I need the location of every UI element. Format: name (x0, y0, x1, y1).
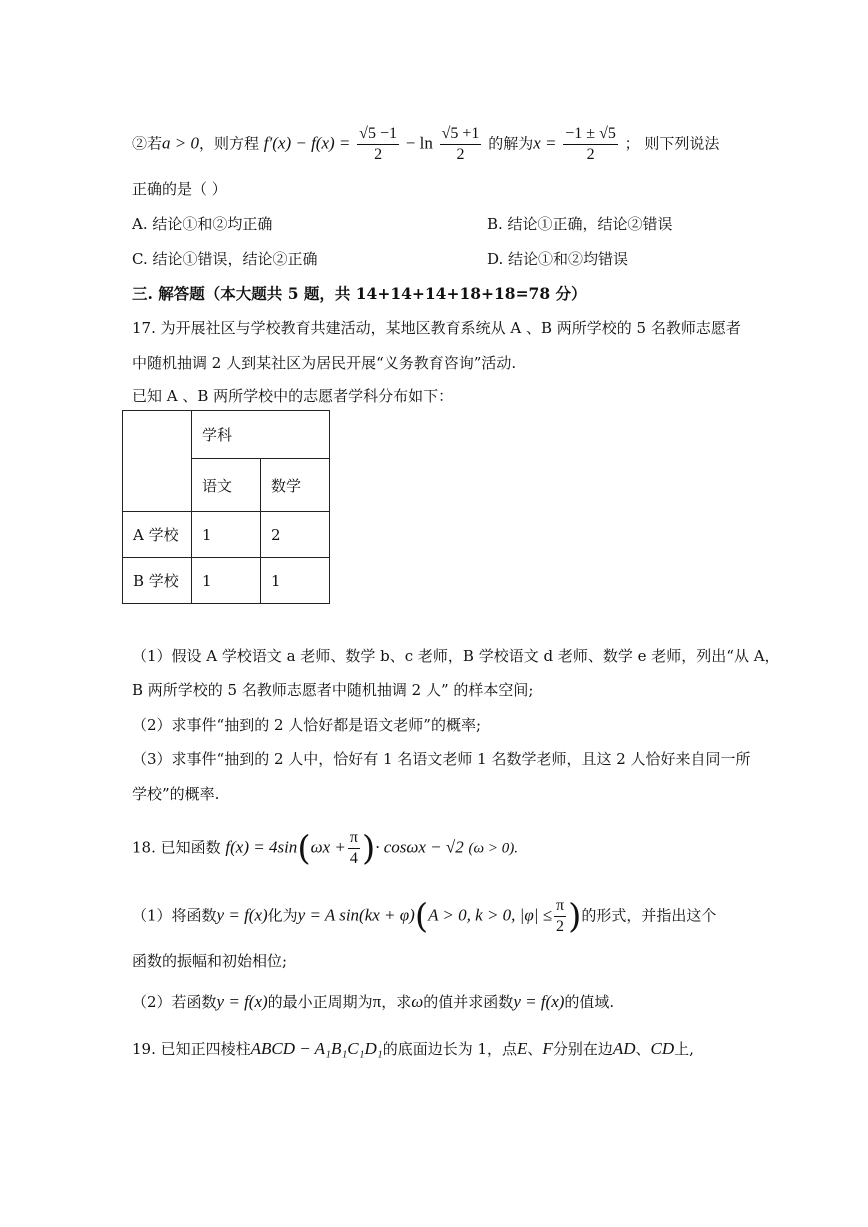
fraction-pi-2 (554, 896, 566, 937)
cell: 1 (192, 558, 261, 604)
math-arg: ωx + (310, 837, 346, 857)
fraction-2 (440, 124, 482, 165)
text: 18. 已知函数 (132, 838, 221, 857)
text: 化为 (267, 906, 298, 925)
option-c: C. 结论①错误，结论②正确 (132, 250, 318, 268)
text: （1）将函数 (132, 906, 217, 925)
math-ad: AD (612, 1039, 636, 1058)
text: ，则方程 (199, 134, 260, 153)
table-col-math: 数学 (261, 459, 330, 512)
q16-statement2 (132, 124, 719, 165)
math-cond: A > 0, k > 0, |φ| ≤ (428, 905, 553, 925)
math-y: y = f(x) (216, 905, 268, 925)
q17-line2: 中随机抽调 2 人到某社区为居民开展“义务教育咨询”活动. (132, 354, 517, 372)
num: π (348, 828, 360, 849)
subject-table (122, 410, 330, 604)
math-cond: (ω > 0). (468, 840, 518, 857)
text: 上, (674, 1040, 694, 1058)
paren-close: ) (361, 828, 376, 869)
text: 的值域. (564, 993, 615, 1011)
text: 的形式，并指出这个 (581, 906, 717, 925)
q17-part1-line1: （1）假设 A 学校语文 a 老师、数学 b、c 老师，B 学校语文 d 老师、数学 e 老师，列出“从 A， (132, 647, 780, 665)
table-row (123, 512, 330, 558)
table-header-group: 学科 (192, 411, 330, 459)
den: 2 (556, 918, 565, 935)
q16-prompt: 正确的是（ ） (132, 180, 227, 198)
den: 2 (374, 146, 383, 163)
text: ； 则下列说法 (624, 134, 720, 153)
q18-part1-line2: 函数的振幅和初始相位; (132, 952, 288, 970)
cell: 1 (261, 558, 330, 604)
text: ②若 (132, 134, 163, 153)
q17-line1: 17. 为开展社区与学校教育共建活动，某地区教育系统从 A 、B 两所学校的 5 名教师志愿者 (132, 319, 741, 337)
q18-intro (132, 828, 518, 869)
q18-part1-line1 (132, 896, 716, 937)
table-row (123, 558, 330, 604)
math-ln: − ln (405, 133, 433, 153)
q17-part1-line2: B 两所学校的 5 名教师志愿者中随机抽调 2 人” 的样本空间; (132, 681, 534, 699)
math-x: x = (533, 133, 557, 153)
math-rest: · cosωx − √2 (375, 837, 464, 857)
text: 的最小正周期为 (267, 993, 373, 1011)
row-label: A 学校 (123, 512, 192, 558)
text: 、 (527, 1040, 543, 1058)
math-e: E (517, 1039, 528, 1058)
math-f: F (542, 1039, 553, 1058)
num: √5 −1 (357, 124, 399, 145)
q18-part2 (132, 991, 614, 1013)
math-cd: CD (650, 1039, 675, 1058)
row-label: B 学校 (123, 558, 192, 604)
q17-part3-line1: （3）求事件“抽到的 2 人中，恰好有 1 名语文老师 1 名数学老师，且这 2 人恰好来自同一所 (132, 750, 751, 768)
math-pi: π (372, 992, 382, 1011)
text: 的解为 (488, 134, 534, 153)
q17-part3-line2: 学校”的概率. (132, 785, 220, 803)
table-corner (123, 411, 192, 512)
math-eq-lhs: f′(x) − f(x) = (263, 133, 351, 153)
text: ，求 (381, 993, 412, 1011)
den: 4 (349, 850, 358, 867)
text: 分别在边 (552, 1040, 613, 1058)
math-form: y = A sin(kx + φ) (297, 905, 415, 925)
paren-open: ( (414, 896, 429, 937)
q17-part2: （2）求事件“抽到的 2 人恰好都是语文老师”的概率; (132, 716, 482, 734)
math-omega: ω (411, 992, 424, 1011)
math-solid: ABCD − A₁B₁C₁D₁ (250, 1039, 383, 1058)
text: 的值并求函数 (423, 993, 514, 1011)
paren-close: ) (568, 896, 582, 937)
section-title: 三. 解答题（本大题共 5 题，共 14+14+14+18+18=78 分） (132, 284, 587, 303)
num: π (554, 896, 566, 917)
num: −1 ± √5 (563, 124, 618, 145)
option-b: B. 结论①正确，结论②错误 (487, 215, 673, 233)
text: （2）若函数 (132, 993, 217, 1011)
den: 2 (586, 146, 595, 163)
text: 的底面边长为 1，点 (382, 1040, 518, 1058)
q19-intro (132, 1038, 694, 1060)
fraction-1 (357, 124, 399, 165)
paren-open: ( (297, 828, 311, 869)
table-col-chinese: 语文 (192, 459, 261, 512)
text: 19. 已知正四棱柱 (132, 1040, 251, 1058)
option-d: D. 结论①和②均错误 (487, 250, 629, 268)
option-a: A. 结论①和②均正确 (132, 215, 273, 233)
q17-line3: 已知 A 、B 两所学校中的志愿者学科分布如下： (132, 387, 454, 405)
math-y: y = f(x) (513, 992, 565, 1011)
math-cond: a > 0 (162, 133, 199, 153)
math-fx: f(x) = 4sin (225, 837, 298, 857)
den: 2 (456, 146, 465, 163)
num: √5 +1 (440, 124, 482, 145)
cell: 1 (192, 512, 261, 558)
math-y: y = f(x) (216, 992, 268, 1011)
cell: 2 (261, 512, 330, 558)
fraction-3 (563, 124, 618, 165)
text: 、 (635, 1040, 651, 1058)
fraction-pi-4 (348, 828, 360, 869)
